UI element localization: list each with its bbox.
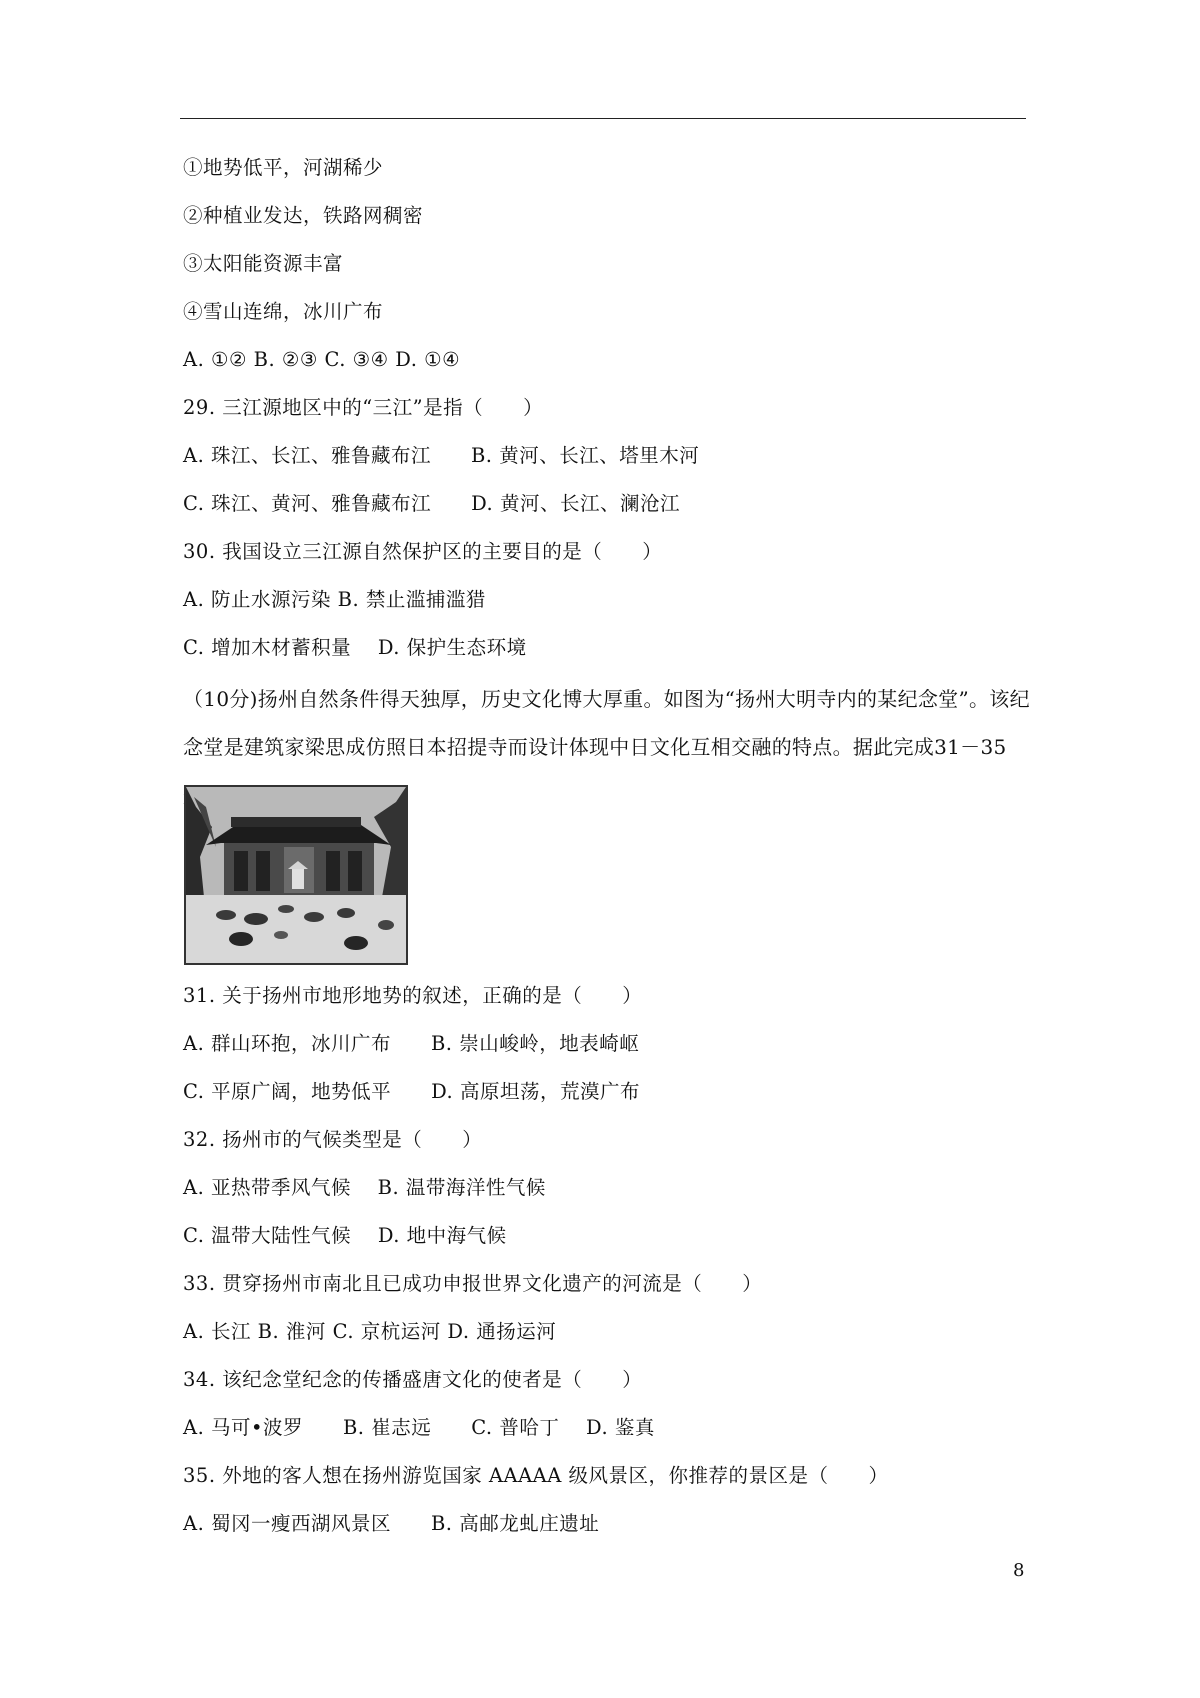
intro-paragraph: （10分)扬州自然条件得天独厚，历史文化博大厚重。如图为“扬州大明寺内的某纪念堂”。该纪念堂是建筑家梁思成仿照日本招提寺而设计体现中日文化互相交融的特点。据此完成31－35: [183, 687, 1030, 759]
question-33: 33. 贯穿扬州市南北且已成功申报世界文化遗产的河流是（ ）: [183, 1272, 763, 1295]
memorial-hall-photo: [184, 785, 408, 965]
answer-choices-29-cd: C. 珠江、黄河、雅鲁藏布江 D. 黄河、长江、澜沧江: [183, 492, 680, 515]
answer-choices-29-ab: A. 珠江、长江、雅鲁藏布江 B. 黄河、长江、塔里木河: [183, 444, 700, 467]
question-34: 34. 该纪念堂纪念的传播盛唐文化的使者是（ ）: [183, 1368, 643, 1391]
question-30: 30. 我国设立三江源自然保护区的主要目的是（ ）: [183, 540, 663, 563]
answer-choices-35: A. 蜀冈一瘦西湖风景区 B. 高邮龙虬庄遗址: [183, 1512, 600, 1535]
question-31: 31. 关于扬州市地形地势的叙述，正确的是（ ）: [183, 984, 643, 1007]
page-number: 8: [1013, 1560, 1025, 1581]
question-35: 35. 外地的客人想在扬州游览国家 AAAAA 级风景区，你推荐的景区是（ ）: [183, 1464, 889, 1487]
answer-choices-32-ab: A. 亚热带季风气候 B. 温带海洋性气候: [183, 1176, 546, 1199]
header-rule: [180, 118, 1026, 119]
answer-choices-33: A. 长江 B. 淮河 C. 京杭运河 D. 通扬运河: [183, 1320, 557, 1343]
answer-choices-31-cd: C. 平原广阔，地势低平 D. 高原坦荡，荒漠广布: [183, 1080, 640, 1103]
answer-choices-28: A. ①② B. ②③ C. ③④ D. ①④: [183, 348, 461, 371]
option-line-1: ①地势低平，河湖稀少: [183, 156, 384, 179]
option-line-3: ③太阳能资源丰富: [183, 252, 344, 275]
answer-choices-34: A. 马可•波罗 B. 崔志远 C. 普哈丁 D. 鉴真: [183, 1416, 655, 1439]
question-29: 29. 三江源地区中的“三江”是指（ ）: [183, 396, 544, 419]
answer-choices-30-ab: A. 防止水源污染 B. 禁止滥捕滥猎: [183, 588, 486, 611]
memorial-hall-illustration: [186, 787, 406, 963]
answer-choices-30-cd: C. 增加木材蓄积量 D. 保护生态环境: [183, 636, 527, 659]
option-line-4: ④雪山连绵，冰川广布: [183, 300, 384, 323]
answer-choices-31-ab: A. 群山环抱，冰川广布 B. 崇山峻岭，地表崎岖: [183, 1032, 640, 1055]
question-32: 32. 扬州市的气候类型是（ ）: [183, 1128, 483, 1151]
answer-choices-32-cd: C. 温带大陆性气候 D. 地中海气候: [183, 1224, 507, 1247]
option-line-2: ②种植业发达，铁路网稠密: [183, 204, 424, 227]
